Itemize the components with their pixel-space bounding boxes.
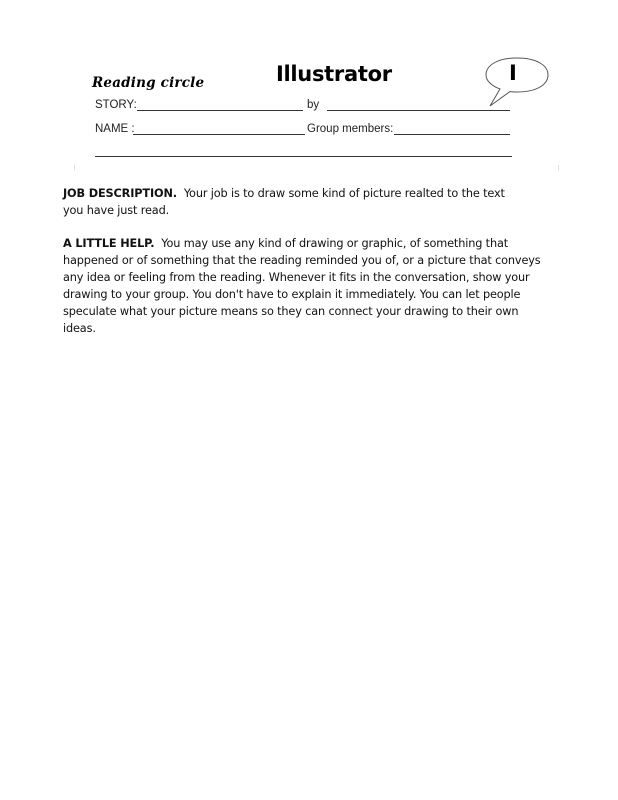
group-members-input-line[interactable]: [394, 134, 510, 135]
group-members-label: Group members:: [307, 123, 394, 135]
job-description-line: JOB DESCRIPTION. Your job is to draw some kind of picture realted to the text: [63, 187, 505, 200]
role-badge: I: [509, 61, 517, 85]
extra-input-line[interactable]: [95, 156, 512, 157]
margin-mark: [558, 165, 559, 170]
story-label: STORY:: [95, 99, 137, 111]
speech-bubble-icon: [484, 55, 550, 115]
little-help-line: A LITTLE HELP. You may use any kind of drawing or graphic, of something that: [63, 237, 509, 250]
name-input-line[interactable]: [133, 134, 305, 135]
margin-mark: [74, 165, 75, 170]
little-help-line: happened or of something that the reading reminded you of, or a picture that conveys: [63, 254, 541, 267]
by-label: by: [307, 99, 320, 111]
little-help-line: ideas.: [63, 322, 96, 335]
author-input-line[interactable]: [327, 110, 510, 111]
job-description-line: you have just read.: [63, 204, 170, 217]
job-description-heading: JOB DESCRIPTION.: [63, 187, 177, 200]
little-help-line: any idea or feeling from the reading. Whenever it fits in the conversation, show your: [63, 271, 530, 284]
little-help-line: speculate what your picture means so they can connect your drawing to their own: [63, 305, 519, 318]
worksheet-title: Illustrator: [276, 62, 392, 86]
name-label: NAME :: [95, 123, 135, 135]
story-input-line[interactable]: [137, 110, 303, 111]
reading-circle-label: Reading circle: [92, 75, 205, 91]
little-help-heading: A LITTLE HELP.: [63, 237, 155, 250]
little-help-line: drawing to your group. You don't have to explain it immediately. You can let people: [63, 288, 521, 301]
